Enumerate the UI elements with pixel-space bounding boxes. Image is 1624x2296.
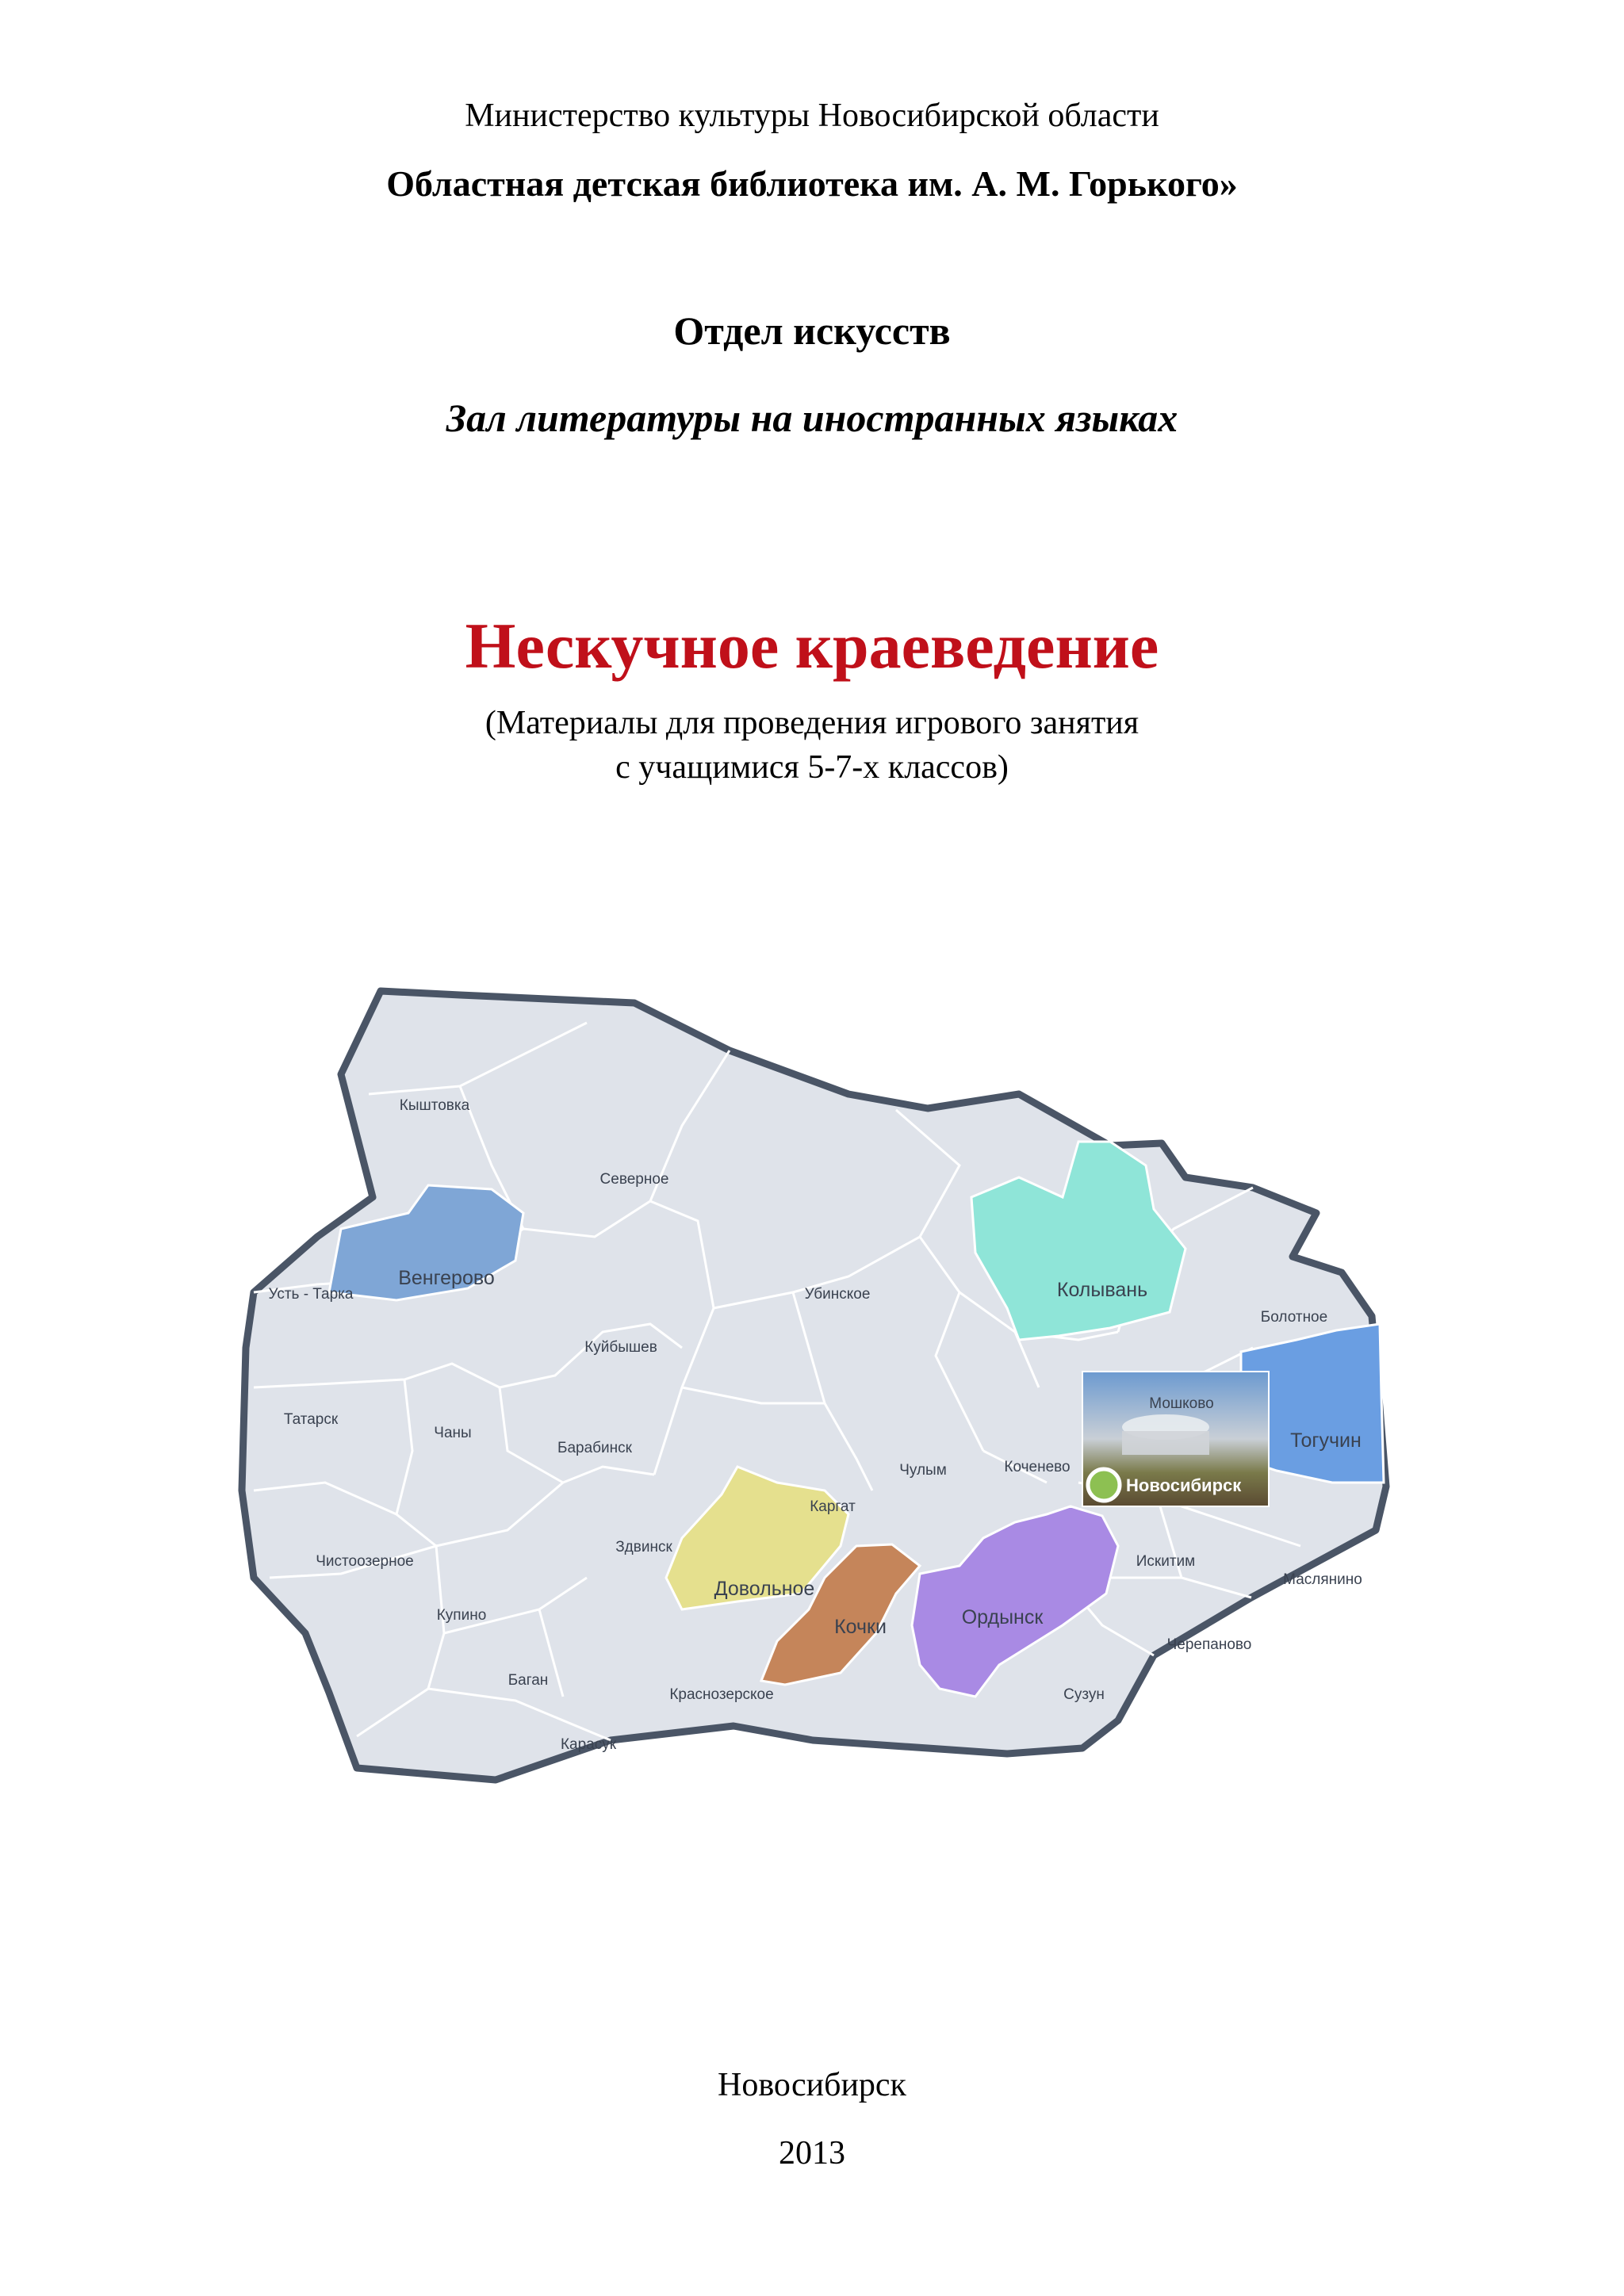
map-label-ordynsk: Ордынск bbox=[961, 1606, 1044, 1628]
map-label-tatarsk: Татарск bbox=[283, 1411, 339, 1428]
city-marker-icon bbox=[1088, 1469, 1120, 1501]
map-label-chulym: Чулым bbox=[899, 1462, 947, 1479]
map-label-severnoe: Северное bbox=[599, 1171, 669, 1188]
map-label-bolotnoe: Болотное bbox=[1260, 1309, 1328, 1326]
map-label-krasnoozerskoe: Краснозерское bbox=[669, 1686, 774, 1703]
map-label-kuibyshev: Куйбышев bbox=[584, 1339, 657, 1356]
map-label-karasuk: Карасук bbox=[560, 1736, 617, 1753]
publication-year: 2013 bbox=[779, 2135, 845, 2172]
novosibirsk-inset bbox=[1082, 1372, 1269, 1506]
map-label-kargat: Каргат bbox=[810, 1498, 856, 1515]
map-label-kochki: Кочки bbox=[834, 1616, 887, 1638]
map-label-iskitim: Искитим bbox=[1136, 1553, 1196, 1570]
region-map bbox=[222, 975, 1427, 1831]
map-label-bagan: Баган bbox=[508, 1672, 549, 1689]
map-label-novosibirsk: Новосибирск bbox=[1126, 1475, 1242, 1495]
library-name: Областная детская библиотека им. А. М. Горького» bbox=[386, 163, 1238, 204]
map-label-suzun: Сузун bbox=[1063, 1686, 1105, 1703]
map-label-cherepanovo: Черепаново bbox=[1166, 1636, 1252, 1653]
map-label-chany: Чаны bbox=[434, 1425, 472, 1441]
map-label-toguchin: Тогучин bbox=[1290, 1429, 1362, 1452]
map-label-chistoozernoe: Чистоозерное bbox=[316, 1553, 414, 1570]
map-label-barabinsk: Барабинск bbox=[557, 1440, 632, 1456]
hall-name: Зал литературы на иностранных языках bbox=[446, 396, 1178, 440]
map-label-kolyvan: Колывань bbox=[1056, 1279, 1148, 1301]
ministry-line: Министерство культуры Новосибирской области bbox=[465, 98, 1159, 134]
publication-city: Новосибирск bbox=[718, 2067, 906, 2103]
map-label-zdvinsk: Здвинск bbox=[615, 1539, 672, 1556]
map-label-kochenevo: Коченево bbox=[1004, 1459, 1071, 1475]
map-label-ubinskoe: Убинское bbox=[804, 1286, 871, 1303]
map-label-kyshtovka: Кыштовка bbox=[399, 1097, 470, 1114]
department-name: Отдел искусств bbox=[673, 308, 951, 353]
subtitle-line-1: (Материалы для проведения игрового занятия bbox=[485, 705, 1139, 741]
map-label-kupino: Купино bbox=[436, 1607, 487, 1624]
map-label-ust-tarka: Усть - Тарка bbox=[268, 1286, 354, 1303]
document-title: Нескучное краеведение bbox=[465, 610, 1159, 682]
map-label-maslyanino: Маслянино bbox=[1283, 1571, 1362, 1588]
subtitle-line-2: с учащимися 5-7-х классов) bbox=[615, 749, 1009, 786]
map-label-dovolnoe: Довольное bbox=[714, 1578, 815, 1600]
map-label-vengerovo: Венгерово bbox=[398, 1267, 495, 1289]
map-label-moshkovo: Мошково bbox=[1149, 1395, 1214, 1412]
